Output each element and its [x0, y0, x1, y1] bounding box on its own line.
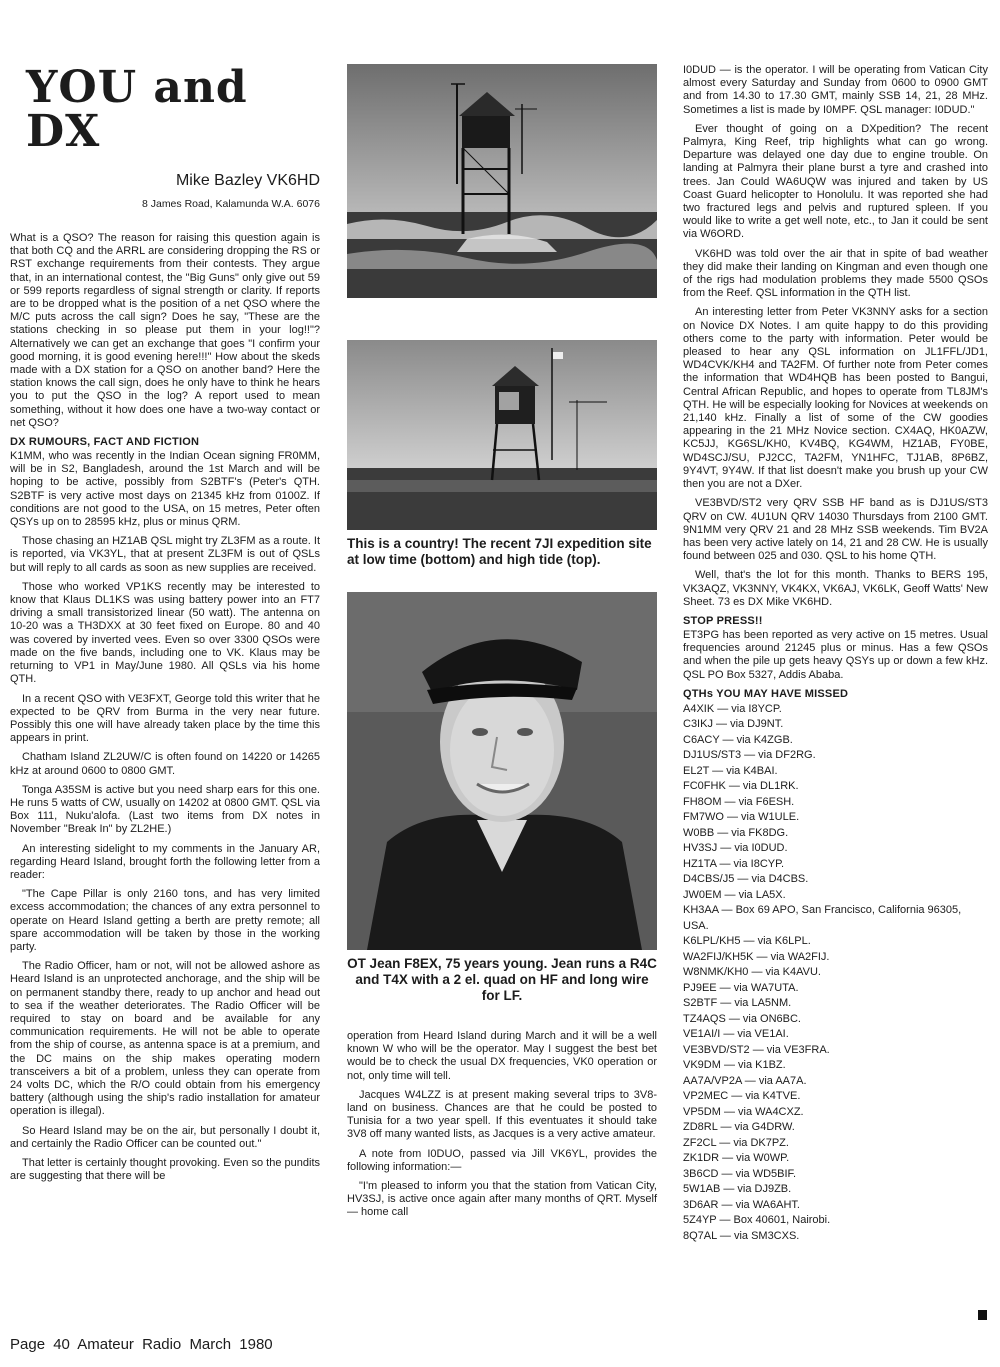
article-title: YOU and DX	[26, 62, 248, 157]
paragraph: In a recent QSO with VE3FXT, George told this writer that he expected to be QRV from Burma in the very near future. Possibly this one will have already taken place by the time this appears in print.	[10, 692, 320, 745]
paragraph: Chatham Island ZL2UW/C is often found on 14220 or 14265 kHz at around 0600 to 0800 GMT.	[10, 751, 320, 777]
stop-press-heading: STOP PRESS!!	[683, 614, 763, 627]
paragraph: Those who worked VP1KS recently may be interested to know that Klaus DL1KS was using battery power into an FT7 driving a small transistorized linear (50 watt). The antenna on 10-20 was a TH3DXX at 30 feet fixed on Europe. 80 and 40 was covered by inverted vees. Even so over 3300 QSOs were made on the five bands, including one to VK. Klaus may be returning to VP1 in May/June 1980. All QSLs via his home QTH.	[10, 580, 320, 686]
paragraph: VE3BVD/ST2 very QRV SSB HF band as is DJ1US/ST3 QRV on CW. 4U1UN QRV 14030 Thursdays from 2100 GMT. 9N1MM very QRV 21 and 28 MHz SSB weekends. Tim BV2A has been very active lately on 14, 21 and 28 CW. He is usually found between 025 and 030. QSL to his home QTH.	[683, 497, 988, 563]
paragraph: What is a QSO? The reason for raising this question again is that both CQ and the ARRL are considering dropping the RS or RST exchange requirements from their contests. They argue that, in an international contest, the "Big Guns" only give out 59 or 599 reports regardless of signal strength or clarity. If reports are to be dropped what is the position of a net QSO where the M/C puts across the call sign? Does he say, "These are the stations checking in so please put them in your log!!"? Alternatively we can get an exchange that goes "I confirm your good morning, it is good evening here!!!" How about the skeds made with a DX station for a QSO on another band? Here the station knows the call sign, does he only have to think he hears you to put the QSO in the log? A report used to mean something, without it how does one have a two-way contact or net QSO?	[10, 232, 320, 429]
qth-list-item: WA2FIJ/KH5K — via WA2FIJ.	[683, 950, 830, 963]
qth-list-item: VK9DM — via K1BZ.	[683, 1059, 786, 1072]
qth-list-item: W0BB — via FK8DG.	[683, 826, 789, 839]
author-name: Mike Bazley VK6HD	[175, 172, 320, 189]
right-column	[683, 64, 988, 1244]
qth-list-item: A4XIK — via I8YCP.	[683, 702, 782, 715]
qth-list-item: HZ1TA — via I8CYP.	[683, 857, 785, 870]
qth-list-item: 5W1AB — via DJ9ZB.	[683, 1183, 792, 1196]
qth-list-item: VP5DM — via WA4CXZ.	[683, 1105, 804, 1118]
qth-list-item: VP2MEC — via K4TVE.	[683, 1090, 801, 1103]
qth-list-item: KH3AA — Box 69 APO, San Francisco, California 96305, USA.	[683, 904, 962, 932]
low-tide-image	[347, 340, 657, 530]
qth-list-item: AA7A/VP2A — via AA7A.	[683, 1074, 807, 1087]
paragraph: VK6HD was told over the air that in spite of bad weather they did make their landing on Kingman and even though one of the rigs had modulation problems they made 5500 QSOs from the Reef. QSL information in the QTH list.	[683, 247, 988, 300]
qth-list-item: FC0FHK — via DL1RK.	[683, 780, 799, 793]
paragraph: A note from I0DUO, passed via Jill VK6YL, provides the following information:—	[347, 1147, 657, 1173]
qth-list-item: ZD8RL — via G4DRW.	[683, 1121, 795, 1134]
qth-list-item: 3D6AR — via WA6AHT.	[683, 1198, 800, 1211]
paragraph: "The Cape Pillar is only 2160 tons, and has very limited excess accommodation; the chances of any extra personnel to operate on Heard Island getting a berth are pretty remote; all spare accommodation will be taken by those in the working party.	[10, 888, 320, 953]
end-mark	[978, 1310, 987, 1320]
qth-list-item: D4CBS/J5 — via D4CBS.	[683, 873, 809, 886]
qth-list-item: DJ1US/ST3 — via DF2RG.	[683, 749, 816, 762]
qth-list-item: 8Q7AL — via SM3CXS.	[683, 1229, 800, 1242]
photo-caption-expedition: This is a country! The recent 7JI expedition site at low time (bottom) and high tide (top).	[347, 536, 652, 567]
qth-list-item: W8NMK/KH0 — via K4AVU.	[683, 966, 821, 979]
paragraph: ET3PG has been reported as very active on 15 metres. Usual frequencies around 21245 plus or minus. Has a few QSOs and when the pile up gets heavy QSYs up or down a few kHz. QSL PO Box 5327, Addis Ababa.	[683, 628, 988, 681]
portrait-image	[347, 592, 657, 950]
paragraph: An interesting sidelight to my comments in the January AR, regarding Heard Island, brought forth the following letter from a reader:	[10, 842, 320, 881]
photo-portrait	[347, 592, 657, 950]
paragraph: Ever thought of going on a DXpedition? The recent Palmyra, King Reef, trip highlights what can go wrong. Departure was delayed one day due to engine trouble. On landing at Palmyra their plane burst a tyre and crashed into trees. Jan Could WA6UQW was injured and taken by US Coast Guard helicopter to Honolulu. It was reported she had two fractured legs and pelvis and ruptured spleen. If you would like to write a get well note, etc., to Jan it could be sent via W6ORD.	[683, 122, 988, 241]
qth-list-item: ZK1DR — via W0WP.	[683, 1152, 790, 1165]
qth-list-item: ZF2CL — via DK7PZ.	[683, 1136, 789, 1149]
paragraph: An interesting letter from Peter VK3NNY asks for a section on Novice DX Notes. I am quite happy to do this providing others come to the party with information. Peter would be pleased to hear any QSL information on JL1FFL/JD1, WD4CVK/KH4 and TA2FM. Of further note from Peter comes the information that WD4HQB has been posted to Bangui, Central African Republic, and hopes to operate from TL8JM's QTH. He will be especially looking for Novices at weekends on 21,140 kHz. Finally a list of some of the CW goodies appearing in the 21 MHz Novice section. CX4AQ, HK0AZW, KC5JJ, KG6SL/KH0, KV4BQ, KG4WM, HZ1AB, FY0BE, WD4SCJ/SU, PJ2CC, TA2FM, YN1HFC, TJ1AB, 8P6BZ, 9Y4VT, 9Y4W. If that list doesn't make you brush up your CW then you are not a DXer.	[683, 306, 988, 491]
qth-list-item: S2BTF — via LA5NM.	[683, 997, 792, 1010]
qth-list	[683, 702, 988, 1245]
paragraph: operation from Heard Island during March and it will be a well known W who will be the operator. May I suggest the best bet would be to check the usual DX frequencies, VK0 operation or not, only time will tell.	[347, 1030, 657, 1082]
author-address: 8 James Road, Kalamunda W.A. 6076	[141, 198, 320, 210]
paragraph: Tonga A35SM is active but you need sharp ears for this one. He runs 5 watts of CW, usually on 14202 at 0800 GMT. QSL via Box 111, Nuku'alofa. (Last two items from DX notes in November "Break In" by ZL2HE.)	[10, 783, 320, 836]
paragraph: Well, that's the lot for this month. Thanks to BERS 195, VK3AQZ, VK3NNY, VK4KX, VK6AJ, VK6LK, Geoff Watts' New Sheet. 73 es DX Mike VK6HD.	[683, 569, 988, 608]
qth-list-item: EL2T — via K4BAI.	[683, 764, 778, 777]
qth-list-item: 3B6CD — via WD5BIF.	[683, 1167, 797, 1180]
qth-list-item: K6LPL/KH5 — via K6LPL.	[683, 935, 811, 948]
qth-list-item: PJ9EE — via WA7UTA.	[683, 981, 799, 994]
high-tide-image	[347, 64, 657, 298]
qth-list-item: JW0EM — via LA5X.	[683, 888, 786, 901]
page-footer: Page 40 Amateur Radio March 1980	[10, 1336, 273, 1353]
qth-list-item: FH8OM — via F6ESH.	[683, 795, 795, 808]
paragraph: K1MM, who was recently in the Indian Ocean signing FR0MM, will be in S2, Bangladesh, around the 1st March and will be hoping to be active, possibly from S2BTF's (Peter's QTH. S2BTF is very active most days on 21345 kHz from 0100Z. If conditions are not good to the USA, on 15 metres, Peter often QSYs up on to 28595 kHz, plus or minus QRM.	[10, 450, 320, 529]
qth-list-item: C3IKJ — via DJ9NT.	[683, 718, 784, 731]
photo-caption-portrait: OT Jean F8EX, 75 years young. Jean runs a R4C and T4X with a 2 el. quad on HF and long wire for LF.	[347, 956, 657, 1003]
paragraph: That letter is certainly thought provoking. Even so the pundits are suggesting that there will be	[10, 1157, 320, 1183]
qth-list-item: FM7WO — via W1ULE.	[683, 811, 800, 824]
photo-low-tide	[347, 340, 657, 530]
paragraph: Those chasing an HZ1AB QSL might try ZL3FM as a route. It is reported, via VK3YL, that at present ZL3FM is out of QSLs but will reply to all cards as soon as new supplies are received.	[10, 535, 320, 574]
qth-list-item: HV3SJ — via I0DUD.	[683, 842, 788, 855]
qth-heading: QTHs YOU MAY HAVE MISSED	[683, 687, 849, 700]
section-heading: DX RUMOURS, FACT AND FICTION	[10, 436, 200, 449]
paragraph: Jacques W4LZZ is at present making several trips to 3V8-land on business. Chances are that he could be posted to Tunisia for a two year spell. If this eventuates it should take 3V8 off many wanted lists, as Jacques is a very active amateur.	[347, 1088, 657, 1141]
qth-list-item: TZ4AQS — via ON6BC.	[683, 1012, 801, 1025]
qth-list-item: 5Z4YP — Box 40601, Nairobi.	[683, 1214, 831, 1227]
middle-column	[347, 64, 657, 1226]
paragraph: "I'm pleased to inform you that the station from Vatican City, HV3SJ, is active once again after many months of QRT. Myself — home call	[347, 1180, 657, 1219]
paragraph: The Radio Officer, ham or not, will not be allowed ashore as Heard Island is an unprotected anchorage, and the ship will be on permanent standby there, ready to up anchor and head out to sea if the weather deteriorates. The Radio Officer will be required to stay on board and be available for any communication requirements. He will not be able to operate from the ship of course, as antenna space is at a premium, and the DC mains on the ship makes operating modern transceivers a bit of a problem, unless they can operate from 24 volts DC, which the R/O could obtain from his emergency battery (although using the ship's radio installation for amateur operation is illegal).	[10, 960, 320, 1118]
paragraph: So Heard Island may be on the air, but personally I doubt it, and certainly the Radio Officer can be counted out."	[10, 1124, 320, 1150]
left-column	[10, 60, 320, 1189]
middle-text	[347, 1030, 657, 1220]
photo-high-tide	[347, 64, 657, 298]
qth-list-item: C6ACY — via K4ZGB.	[683, 733, 793, 746]
qth-list-item: VE3BVD/ST2 — via VE3FRA.	[683, 1043, 830, 1056]
qth-list-item: VE1AI/I — via VE1AI.	[683, 1028, 789, 1041]
paragraph: I0DUD — is the operator. I will be operating from Vatican City almost every Saturday and Sunday from 0600 to 0900 GMT and from 14.30 to 17.30 GMT, mainly SSB 14, 21, 28 MHz. Sometimes a list is made by I0MPF. QSL manager: I0DUD."	[683, 64, 988, 116]
